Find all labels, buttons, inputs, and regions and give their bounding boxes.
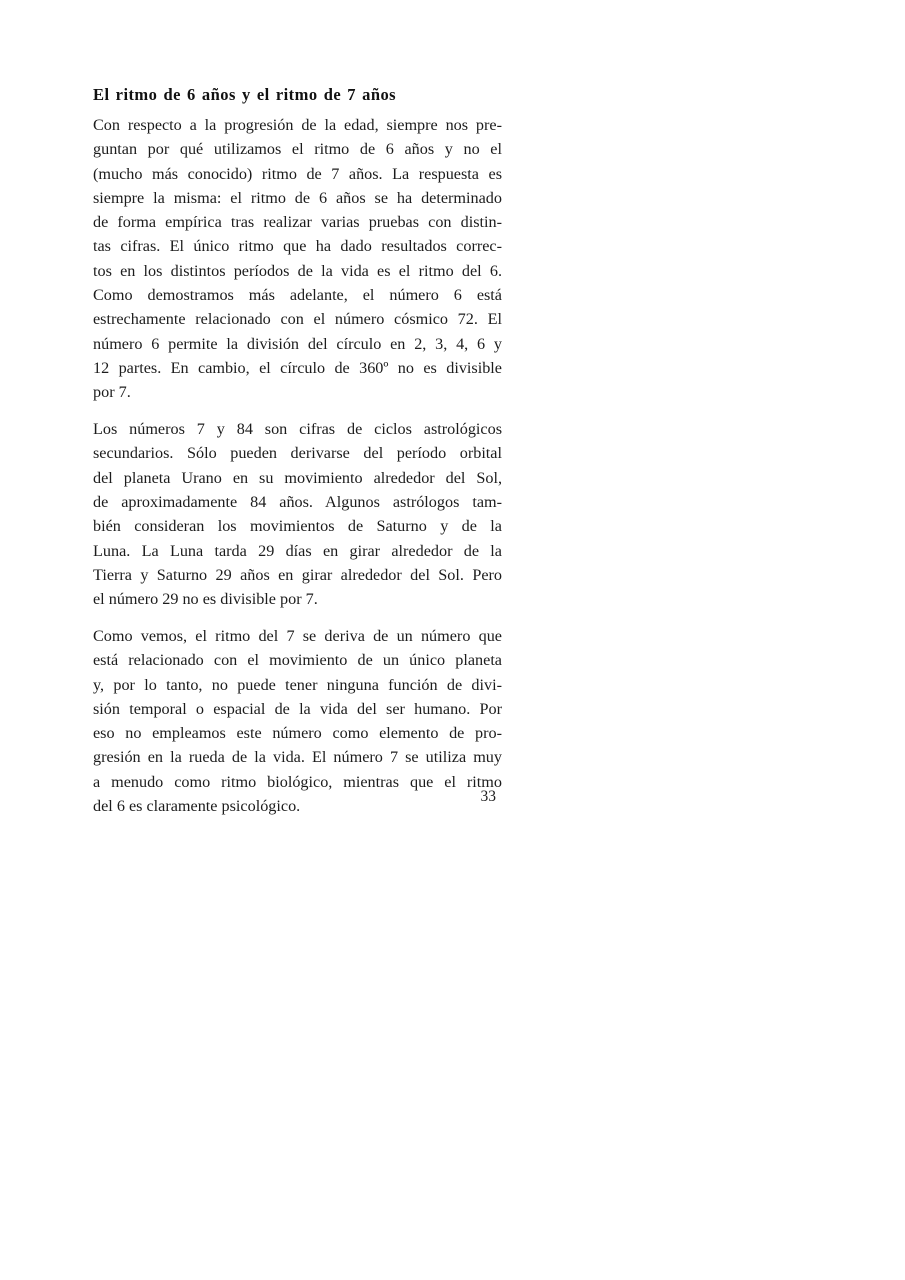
text-line: sión temporal o espacial de la vida del ser humano. Por [93,699,502,718]
text-line: (mucho más conocido) ritmo de 7 años. La respuesta es [93,164,502,183]
body-paragraph-1 [93,113,502,405]
text-line: Tierra y Saturno 29 años en girar alrededor del Sol. Pero [93,565,502,584]
text-line: secundarios. Sólo pueden derivarse del período orbital [93,444,502,463]
text-line: tos en los distintos períodos de la vida es el ritmo del 6. [93,261,502,280]
page-folio [93,787,502,807]
text-line: siempre la misma: el ritmo de 6 años se ha determinado [93,188,502,207]
text-line: Como vemos, el ritmo del 7 se deriva de un número que [93,626,502,645]
text-line: de forma empírica tras realizar varias pruebas con distin- [93,213,502,232]
text-line: bién consideran los movimientos de Saturno y de la [93,517,502,536]
text-line: guntan por qué utilizamos el ritmo de 6 años y no el [93,140,502,159]
text-line: del 6 es claramente psicológico. [93,797,301,816]
text-line: el número 29 no es divisible por 7. [93,590,318,609]
text-line: tas cifras. El único ritmo que ha dado resultados correc- [93,237,502,256]
text-line: Luna. La Luna tarda 29 días en girar alrededor de la [93,541,502,560]
text-line: del planeta Urano en su movimiento alrededor del Sol, [93,468,502,487]
body-paragraph-2 [93,417,502,611]
text-line: Los números 7 y 84 son cifras de ciclos astrológicos [93,420,502,439]
text-line: a menudo como ritmo biológico, mientras que el ritmo [93,772,502,791]
text-line: está relacionado con el movimiento de un único planeta [93,651,502,670]
page-heading: El ritmo de 6 años y el ritmo de 7 años [93,85,397,104]
text-line: y, por lo tanto, no puede tener ninguna función de divi- [93,675,502,694]
text-line: 12 partes. En cambio, el círculo de 360º no es divisible [93,358,502,377]
text-line: Como demostramos más adelante, el número 6 está [93,286,502,305]
page-number: 33 [480,788,496,805]
text-block [93,84,502,818]
text-line: gresión en la rueda de la vida. El número 7 se utiliza muy [93,748,502,767]
text-line: Con respecto a la progresión de la edad, siempre nos pre- [93,116,502,134]
text-line: número 6 permite la división del círculo en 2, 3, 4, 6 y [93,334,502,353]
text-line: eso no empleamos este número como elemento de pro- [93,724,502,743]
text-line: de aproximadamente 84 años. Algunos astrólogos tam- [93,492,502,511]
text-line: estrechamente relacionado con el número cósmico 72. El [93,310,502,329]
text-line: por 7. [93,383,131,402]
